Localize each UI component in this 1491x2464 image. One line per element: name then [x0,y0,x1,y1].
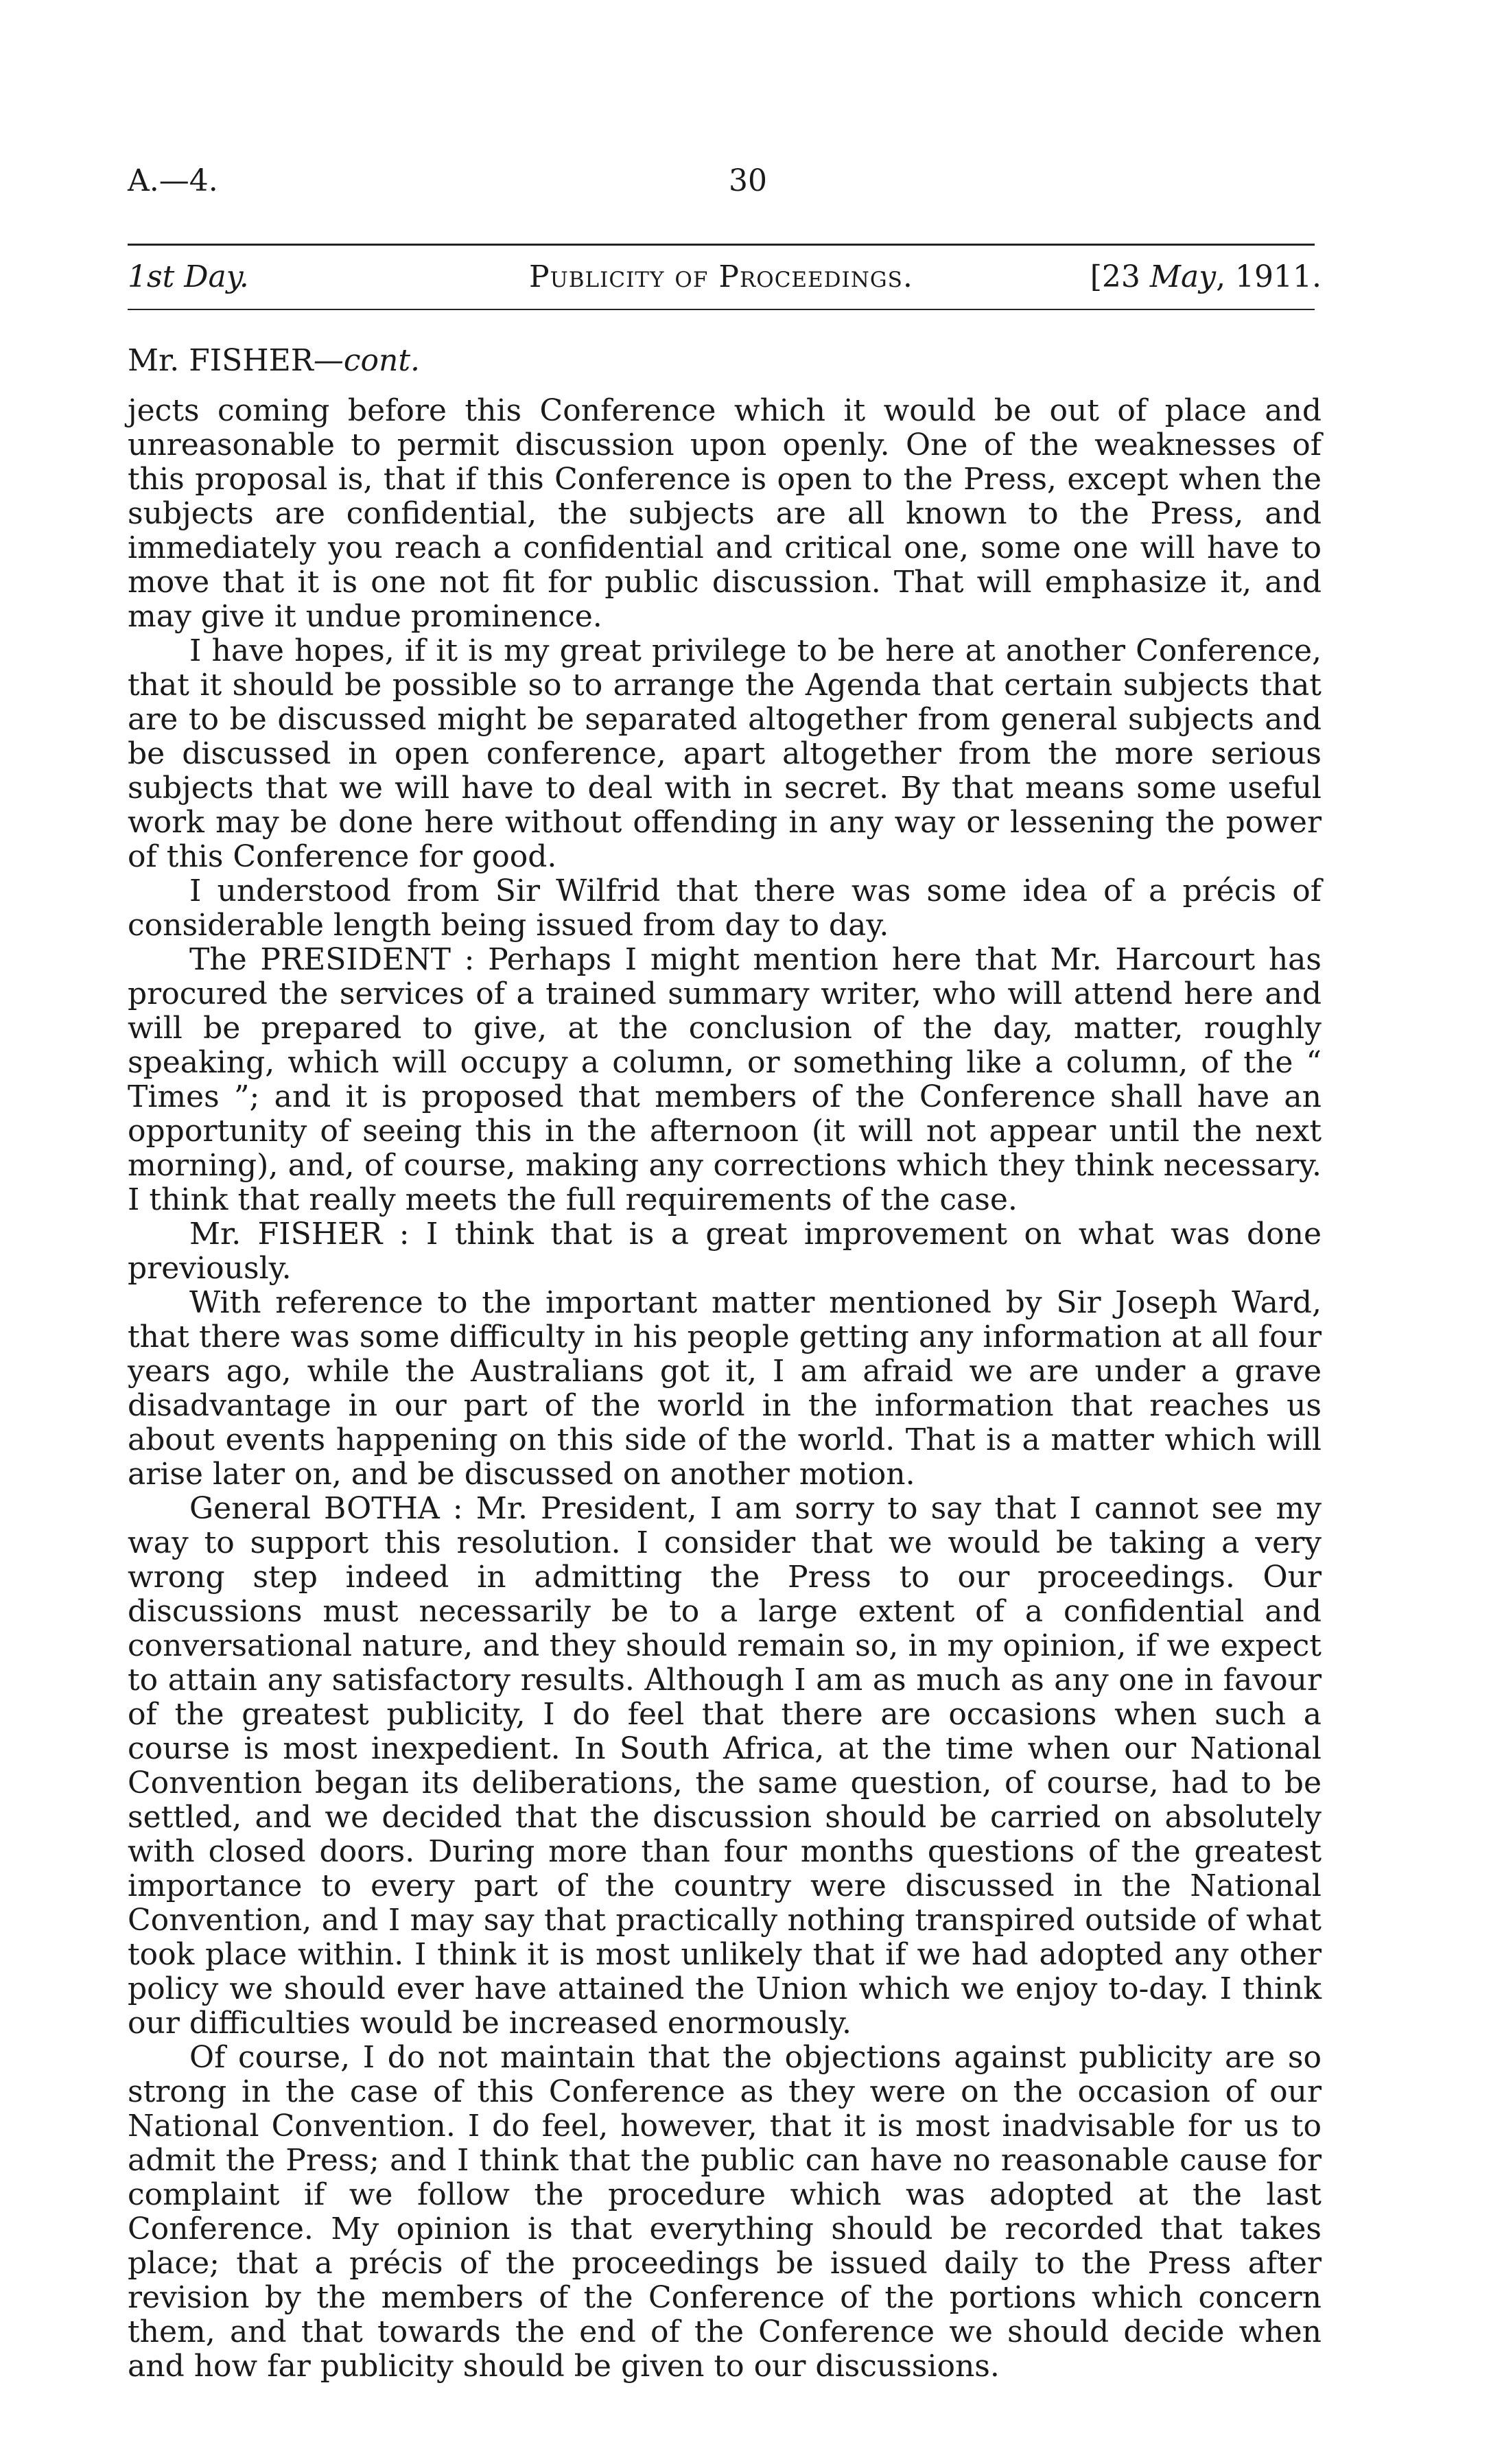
paragraph: Of course, I do not maintain that the objections against publicity are so strong in the case of this Conference as they were on the occasion of our National Convention. I do feel, however, that it is most inadvisable for us to admit the Press; and I think that the public can have no reasonable cause for complaint if we follow the procedure which was adopted at the last Conference. My opinion is that everything should be recorded that takes place; that a précis of the proceedings be issued daily to the Press after revision by the members of the Conference of the portions which concern them, and that towards the end of the Conference we should decide when and how far publicity should be given to our discussions. [128,2040,1322,2384]
document-reference: A.—4. [128,163,218,198]
header-rule-bottom [128,309,1315,310]
running-head-title: Publicity of Proceedings. [529,259,913,294]
page-number: 30 [729,163,767,198]
date-suffix: , 1911. [1216,259,1322,294]
running-head [128,259,1322,301]
paragraph: I understood from Sir Wilfrid that there was some idea of a précis of considerable length being issued from day to day. [128,873,1322,943]
paragraph: I have hopes, if it is my great privilege to be here at another Conference, that it should be possible so to arrange the Agenda that certain subjects that are to be discussed might be separated altogether from general subjects and be discussed in open conference, apart altogether from the more serious subjects that we will have to deal with in secret. By that means some useful work may be done here without offending in any way or lessening the power of this Conference for good. [128,633,1322,874]
header-rule-top [128,244,1315,246]
body-text [128,394,1322,2384]
date-month: May [1149,259,1217,294]
paragraph: jects coming before this Conference which it would be out of place and unreasonable to permit discussion upon openly. One of the weaknesses of this proposal is, that if this Conference is open to the Press, except when the subjects are confidential, the subjects are all known to the Press, and immediately you reach a confidential and critical one, some one will have to move that it is one not fit for public discussion. That will emphasize it, and may give it undue prominence. [128,393,1322,634]
date-prefix: [23 [1090,259,1150,294]
continued-marker: —cont. [313,343,421,378]
paragraph: Mr. FISHER : I think that is a great improvement on what was done previously. [128,1217,1322,1286]
paragraph: With reference to the important matter mentioned by Sir Joseph Ward, that there was some difficulty in his people getting any information at all four years ago, while the Australians got it, I am afraid we are under a grave disadvantage in our part of the world in the information that reaches us about events happening on this side of the world. That is a matter which will arise later on, and be discussed on another motion. [128,1285,1322,1492]
running-head-date [1090,259,1322,294]
speaker-name: Mr. FISHER [128,343,314,378]
running-head-day: 1st Day. [128,259,249,294]
paragraph: General BOTHA : Mr. President, I am sorry to say that I cannot see my way to support this resolution. I consider that we would be taking a very wrong step indeed in admitting the Press to our proceedings. Our discussions must necessarily be to a large extent of a confidential and conversational nature, and they should remain so, in my opinion, if we expect to attain any satisfactory results. Although I am as much as any one in favour of the greatest publicity, I do feel that there are occasions when such a course is most inexpedient. In South Africa, at the time when our National Convention began its deliberations, the same question, of course, had to be settled, and we decided that the discussion should be carried on absolutely with closed doors. During more than four months questions of the greatest importance to every part of the country were discussed in the National Convention, and I may say that practically nothing transpired outside of what took place within. I think it is most unlikely that if we had adopted any other policy we should ever have attained the Union which we enjoy to-day. I think our difficulties would be increased enormously. [128,1491,1322,2041]
paragraph: The PRESIDENT : Perhaps I might mention here that Mr. Harcourt has procured the services of a trained summary writer, who will attend here and will be prepared to give, at the conclusion of the day, matter, roughly speaking, which will occupy a column, or something like a column, of the “ Times ”; and it is proposed that members of the Conference shall have an opportunity of seeing this in the afternoon (it will not appear until the next morning), and, of course, making any corrections which they think necessary. I think that really meets the full requirements of the case. [128,942,1322,1217]
speaker-continued [128,343,420,378]
